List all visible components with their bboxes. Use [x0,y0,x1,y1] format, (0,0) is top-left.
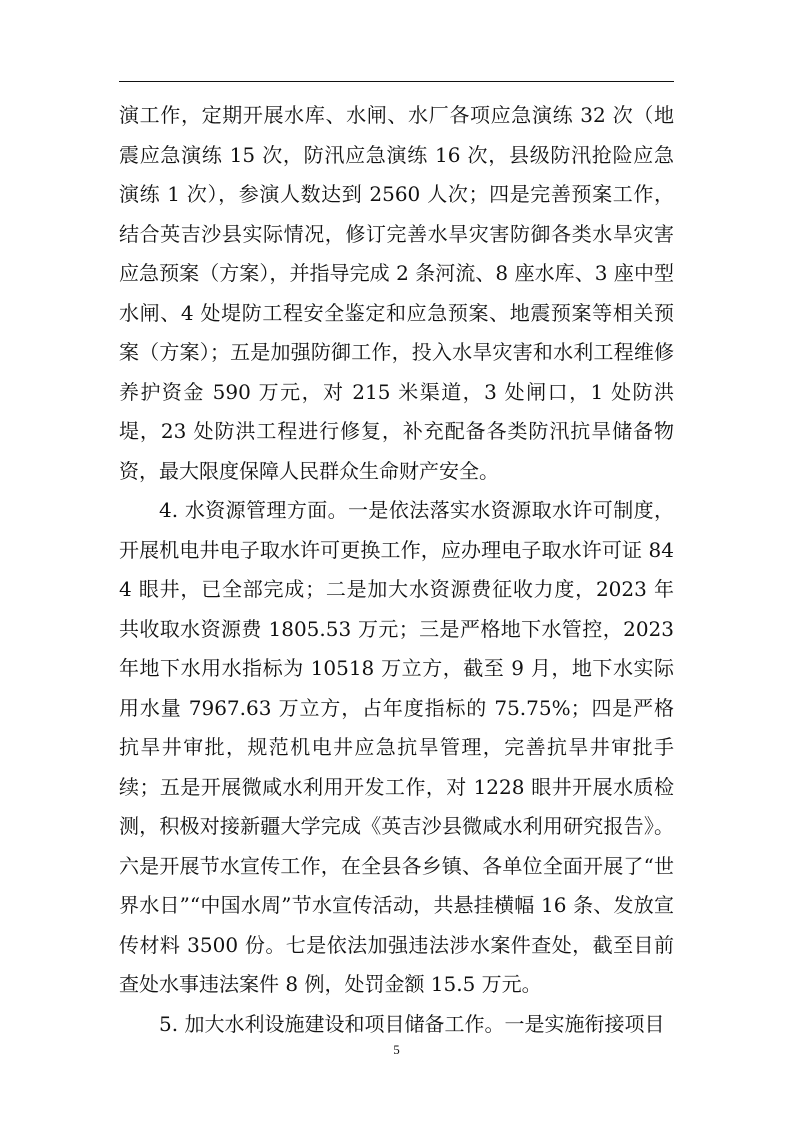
document-body [119,96,674,1044]
header-rule [119,81,674,82]
paragraph-infrastructure: 5. 加大水利设施建设和项目储备工作。一是实施衔接项目 [159,1011,665,1036]
paragraph-flood-drills: 演工作，定期开展水库、水闸、水厂各项应急演练 32 次（地震应急演练 15 次，防汛应急演练 16 次，县级防汛抢险应急演练 1 次），参演人数达到 2560 人次；四是完善预案工作，结合英吉沙县实际情况，修订完善水旱灾害防御各类水旱灾害应急预案（方案），并指导完成 2 条河流、8 座水库、3 座中型水闸、4 处堤防工程安全鉴定和应急预案、地震预案等相关预案（方案）；五是加强防御工作，投入水旱灾害和水利工程维修养护资金 590 万元，对 215 米渠道，3 处闸口，1 处防洪堤，23 处防洪工程进行修复，补充配备各类防汛抗旱储备物资，最大限度保障人民群众生命财产安全。 [119,103,674,483]
paragraph-water-resources: 4. 水资源管理方面。一是依法落实水资源取水许可制度，开展机电井电子取水许可更换工作，应办理电子取水许可证 844 眼井，已全部完成；二是加大水资源费征收力度，2023 年共收取水资源费 1805.53 万元；三是严格地下水管控，2023 年地下水用水指标为 10518 万立方，截至 9 月，地下水实际用水量 7967.63 万立方，占年度指标的 75.75%；四是严格抗旱井审批，规范机电井应急抗旱管理，完善抗旱井审批手续；五是开展微咸水利用开发工作，对 1228 眼井开展水质检测，积极对接新疆大学完成《英吉沙县微咸水利用研究报告》。六是开展节水宣传工作，在全县各乡镇、各单位全面开展了“世界水日”“中国水周”节水宣传活动，共悬挂横幅 16 条、发放宣传材料 3500 份。七是依法加强违法涉水案件查处，截至目前查处水事违法案件 8 例，处罚金额 15.5 万元。 [119,498,674,996]
page-number: 5 [393,1042,400,1057]
